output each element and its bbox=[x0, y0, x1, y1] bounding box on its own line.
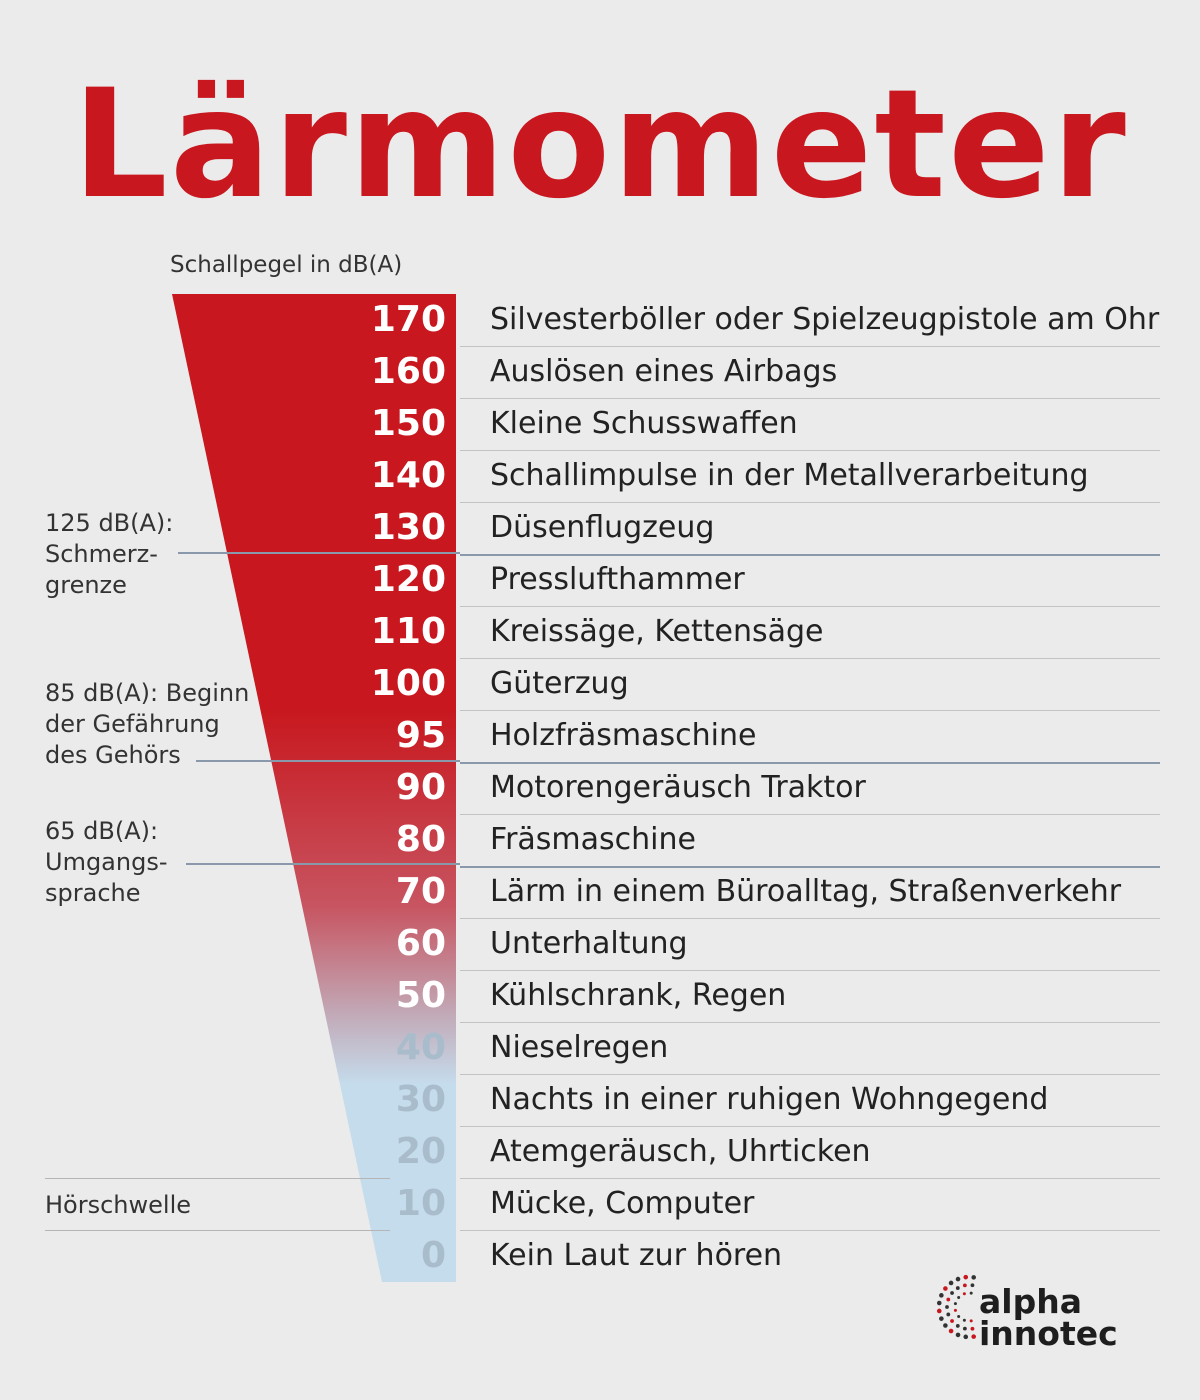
note-pain-line1: 125 dB(A): bbox=[45, 509, 174, 537]
logo-dot bbox=[971, 1275, 976, 1280]
logo-dot bbox=[963, 1319, 966, 1322]
level-value: 170 bbox=[370, 299, 446, 340]
level-value: 90 bbox=[395, 767, 446, 808]
logo-dot bbox=[943, 1323, 948, 1328]
level-value: 50 bbox=[395, 975, 446, 1016]
note-speech-line3: sprache bbox=[45, 879, 141, 907]
logo-dot bbox=[954, 1302, 957, 1305]
level-value: 140 bbox=[370, 455, 446, 496]
pain-threshold-line bbox=[178, 552, 460, 554]
list-item: Lärm in einem Büroalltag, Straßenverkehr bbox=[490, 874, 1122, 909]
logo-dot bbox=[963, 1292, 966, 1295]
speech-line bbox=[186, 863, 460, 865]
logo-dot bbox=[956, 1286, 960, 1290]
level-value: 20 bbox=[395, 1131, 446, 1172]
level-value: 80 bbox=[395, 819, 446, 860]
logo-dot bbox=[957, 1315, 960, 1318]
list-item: Düsenflugzeug bbox=[490, 510, 715, 545]
page-title: Lärmometer bbox=[72, 58, 1128, 232]
level-value: 160 bbox=[370, 351, 446, 392]
logo-dot bbox=[939, 1316, 944, 1321]
alpha-innotec-logo bbox=[935, 1265, 1175, 1355]
note-hearing-line3: des Gehörs bbox=[45, 741, 181, 769]
list-item: Unterhaltung bbox=[490, 926, 688, 961]
logo-dot bbox=[950, 1291, 954, 1295]
list-item: Nieselregen bbox=[490, 1030, 669, 1065]
logo-dot bbox=[946, 1313, 950, 1317]
list-item: Schallimpulse in der Metallverarbeitung bbox=[490, 458, 1089, 493]
list-item: Holzfräsmaschine bbox=[490, 718, 757, 753]
logo-dot bbox=[963, 1335, 968, 1340]
level-value: 95 bbox=[395, 715, 446, 756]
level-value: 0 bbox=[420, 1235, 446, 1276]
list-item: Atemgeräusch, Uhrticken bbox=[490, 1134, 871, 1169]
note-speech-line1: 65 dB(A): bbox=[45, 817, 159, 845]
note-hearing-damage bbox=[45, 678, 249, 771]
level-value: 40 bbox=[395, 1027, 446, 1068]
note-speech bbox=[45, 816, 168, 909]
level-value: 60 bbox=[395, 923, 446, 964]
level-value: 10 bbox=[395, 1183, 446, 1224]
unit-label: Schallpegel in dB(A) bbox=[170, 252, 403, 278]
logo-dot bbox=[954, 1309, 957, 1312]
level-value: 130 bbox=[370, 507, 446, 548]
note-pain-threshold bbox=[45, 508, 173, 601]
list-item: Kühlschrank, Regen bbox=[490, 978, 787, 1013]
list-item: Silvesterböller oder Spielzeugpistole am Ohr bbox=[490, 302, 1160, 337]
level-value: 30 bbox=[395, 1079, 446, 1120]
threshold-line-bottom bbox=[45, 1230, 390, 1231]
logo-dot bbox=[939, 1293, 944, 1298]
level-value: 70 bbox=[395, 871, 446, 912]
note-hearing-line2: der Gefährung bbox=[45, 710, 220, 738]
logo-dot bbox=[971, 1334, 976, 1339]
logo-dot bbox=[949, 1329, 954, 1334]
note-hearing-threshold: Hörschwelle bbox=[45, 1191, 192, 1219]
level-value: 110 bbox=[370, 611, 446, 652]
list-item: Nachts in einer ruhigen Wohngegend bbox=[490, 1082, 1049, 1117]
logo-dot bbox=[945, 1305, 949, 1309]
logo-dot bbox=[943, 1286, 948, 1291]
list-item: Fräsmaschine bbox=[490, 822, 696, 857]
logo-dot bbox=[937, 1309, 942, 1314]
hearing-damage-line bbox=[196, 760, 460, 762]
list-item: Mücke, Computer bbox=[490, 1186, 755, 1221]
logo-word-alpha: alpha bbox=[979, 1282, 1082, 1321]
logo-dot bbox=[950, 1319, 954, 1323]
logo-dot bbox=[957, 1296, 960, 1299]
threshold-line-top bbox=[45, 1178, 390, 1179]
list-item: Auslösen eines Airbags bbox=[490, 354, 838, 389]
list-item: Kein Laut zur hören bbox=[490, 1238, 783, 1273]
logo-dot bbox=[963, 1327, 967, 1331]
list-item: Presslufthammer bbox=[490, 562, 745, 597]
logo-dot bbox=[963, 1275, 968, 1280]
logo-dot bbox=[956, 1277, 961, 1282]
logo-dot bbox=[949, 1281, 954, 1286]
logo-dot bbox=[937, 1301, 942, 1306]
list-item: Güterzug bbox=[490, 666, 629, 701]
logo-dot bbox=[970, 1292, 973, 1295]
level-value: 100 bbox=[370, 663, 446, 704]
logo-dot bbox=[956, 1333, 961, 1338]
logo-dot bbox=[956, 1324, 960, 1328]
note-pain-line2: Schmerz- bbox=[45, 540, 158, 568]
list-item: Kleine Schusswaffen bbox=[490, 406, 798, 441]
list-item: Kreissäge, Kettensäge bbox=[490, 614, 824, 649]
logo-word-innotec: innotec bbox=[979, 1314, 1118, 1353]
note-speech-line2: Umgangs- bbox=[45, 848, 168, 876]
level-value: 120 bbox=[370, 559, 446, 600]
logo-dot bbox=[971, 1327, 975, 1331]
logo-dot bbox=[971, 1283, 975, 1287]
level-value: 150 bbox=[370, 403, 446, 444]
logo-dot bbox=[970, 1319, 973, 1322]
list-item: Motorengeräusch Traktor bbox=[490, 770, 866, 805]
logo-dot bbox=[963, 1283, 967, 1287]
note-pain-line3: grenze bbox=[45, 571, 127, 599]
note-hearing-line1: 85 dB(A): Beginn bbox=[45, 679, 250, 707]
logo-dot bbox=[946, 1298, 950, 1302]
